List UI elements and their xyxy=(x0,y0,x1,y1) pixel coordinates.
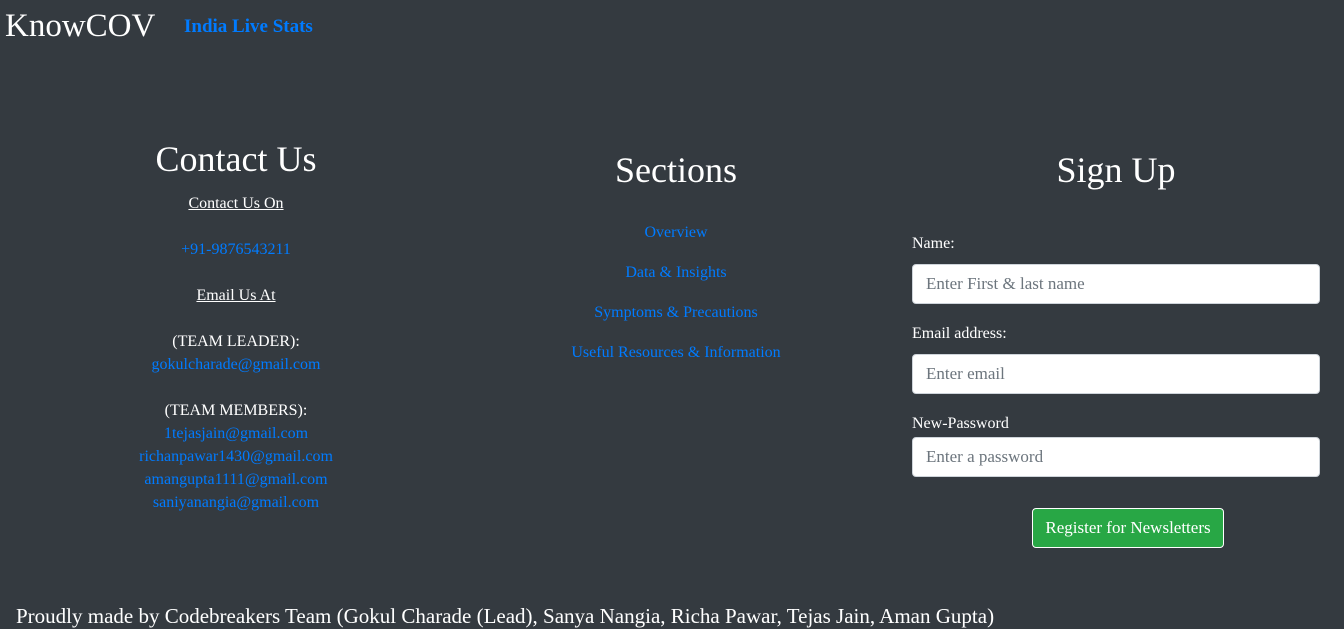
signup-section xyxy=(900,149,1332,537)
sections-section xyxy=(460,149,892,381)
name-label: Name: xyxy=(912,235,955,252)
phone-link[interactable]: +91-9876543211 xyxy=(181,241,291,258)
sections-title: Sections xyxy=(615,150,737,190)
password-input[interactable] xyxy=(912,437,1320,477)
register-newsletter-button[interactable]: Register for Newsletters xyxy=(1032,508,1224,548)
signup-form xyxy=(912,233,1320,537)
contact-body xyxy=(20,192,452,514)
email-us-label: Email Us At xyxy=(196,287,276,304)
email-input[interactable] xyxy=(912,354,1320,394)
navbar xyxy=(0,0,1344,56)
member-email-link[interactable]: richanpawar1430@gmail.com xyxy=(139,448,333,465)
brand-logo[interactable]: KnowCOV xyxy=(5,8,156,44)
password-label: New-Password xyxy=(912,415,1009,432)
team-leader-label: (TEAM LEADER): xyxy=(172,333,300,350)
leader-email-link[interactable]: gokulcharade@gmail.com xyxy=(151,356,321,373)
section-link-symptoms-precautions[interactable]: Symptoms & Precautions xyxy=(594,304,758,321)
nav-link-india-live-stats[interactable]: India Live Stats xyxy=(184,16,313,37)
footer-credits: Proudly made by Codebreakers Team (Gokul Charade (Lead), Sanya Nangia, Richa Pawar, Tejas Jain, Aman Gupta) xyxy=(16,604,995,628)
contact-section xyxy=(20,138,452,514)
signup-title: Sign Up xyxy=(1056,150,1176,190)
section-link-overview[interactable]: Overview xyxy=(644,224,708,241)
contact-title: Contact Us xyxy=(155,139,317,179)
section-link-data-insights[interactable]: Data & Insights xyxy=(625,264,727,281)
member-email-link[interactable]: saniyanangia@gmail.com xyxy=(152,494,320,511)
sections-list xyxy=(460,221,892,365)
member-email-link[interactable]: 1tejasjain@gmail.com xyxy=(163,425,309,442)
team-members-label: (TEAM MEMBERS): xyxy=(164,402,308,419)
section-link-useful-resources[interactable]: Useful Resources & Information xyxy=(571,344,781,361)
email-label: Email address: xyxy=(912,325,1007,342)
member-email-link[interactable]: amangupta1111@gmail.com xyxy=(144,471,328,488)
name-input[interactable] xyxy=(912,264,1320,304)
contact-on-label: Contact Us On xyxy=(188,195,284,212)
